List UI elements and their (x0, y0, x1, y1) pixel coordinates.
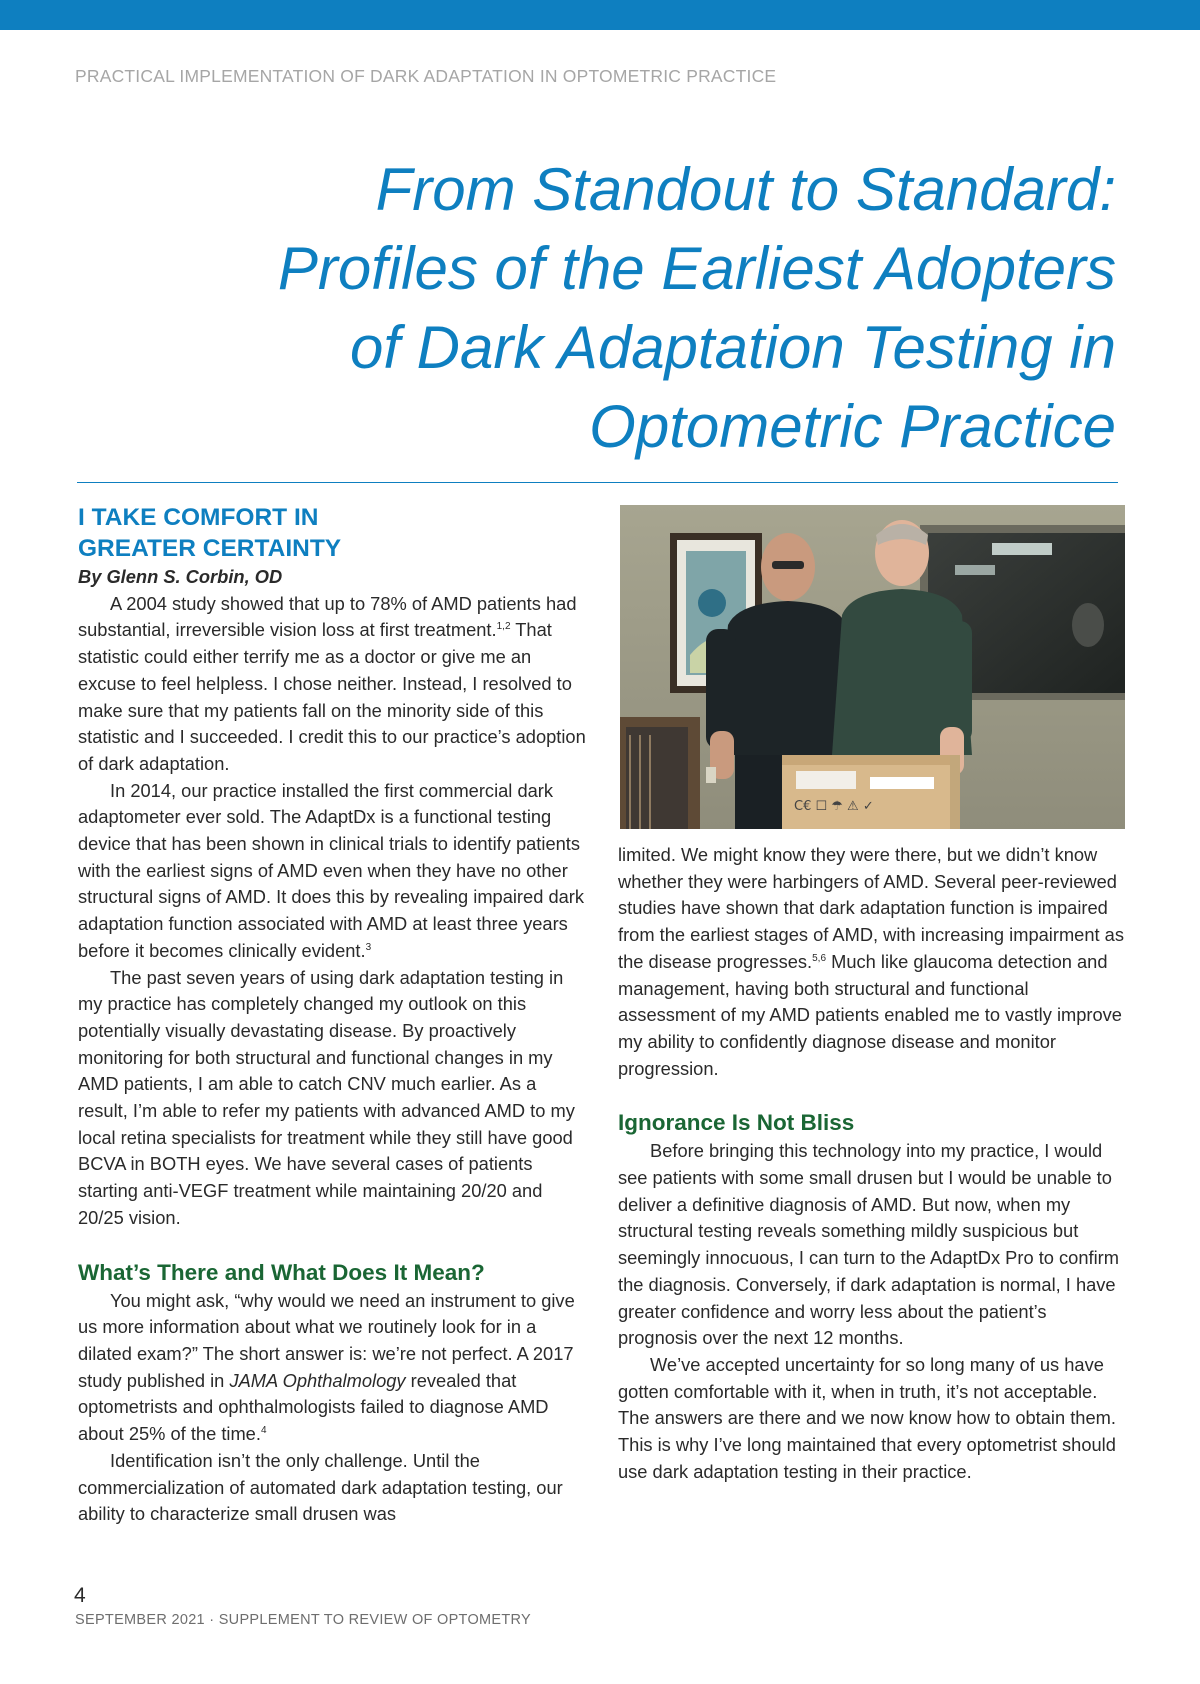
paragraph-jama (78, 1288, 586, 1448)
citation: 1,2 (496, 621, 511, 633)
photo-two-doctors-with-box (620, 505, 1125, 829)
cardboard-box (782, 755, 950, 829)
paragraph-text: You might ask, “why would we need an instrument to give us more information about what we routinely look for in a dilated exam?” The short answer is: we’re not perfect. A 2017 study published in (78, 1289, 575, 1391)
running-head: PRACTICAL IMPLEMENTATION OF DARK ADAPTATION IN OPTOMETRIC PRACTICE (75, 66, 777, 86)
top-color-bar (0, 0, 1200, 30)
paragraph-outlook: The past seven years of using dark adaptation testing in my practice has completely changed my outlook on this potentially visually devastating disease. By proactively monitoring for both structural and functional changes in my AMD patients, I am able to catch CNV much earlier. As a result, I’m able to refer my patients with advanced AMD to my local retina specialists for treatment while they still have good BCVA in BOTH eyes. We have several cases of patients starting anti-VEGF treatment while maintaining 20/20 and 20/25 vision. (78, 966, 575, 1228)
footer-issue: SEPTEMBER 2021 · SUPPLEMENT TO REVIEW OF OPTOMETRY (75, 1612, 532, 1628)
title-divider (77, 482, 1118, 483)
journal-name: JAMA Ophthalmology (229, 1369, 406, 1391)
paragraph-text: A 2004 study showed that up to 78% of AMD patients had substantial, irreversible vision loss at first treatment. (78, 592, 577, 641)
citation: 5,6 (812, 952, 827, 964)
title-line: of Dark Adaptation Testing in (349, 314, 1116, 381)
paragraph-text: That statistic could either terrify me as a doctor or give me an excuse to feel helpless. I chose neither. Instead, I resolved to make sure that my patients fall on the minority side of this statistic and I succeeded. I credit this to our practice’s adoption of dark adaptation. (78, 619, 586, 774)
paragraph-drusen: Identification isn’t the only challenge. Until the commercialization of automated dark adaptation testing, our ability to characterize small drusen was (78, 1449, 563, 1525)
paragraph-adaptdx (78, 778, 586, 965)
box-markings: C€ ☐ ☂ ⚠ ✓ (794, 799, 874, 814)
paragraph-before: Before bringing this technology into my practice, I would see patients with some small drusen but I would be unable to deliver a definitive diagnosis of AMD. But now, when my structural testing reveals something mildly suspicious but seemingly innocuous, I can turn to the AdaptDx Pro to confirm the diagnosis. Conversely, if dark adaptation is normal, I have greater confidence and worry less about the patient’s prognosis over the next 12 months. (618, 1140, 1119, 1349)
right-column (618, 842, 1128, 1485)
kicker-line: I TAKE COMFORT IN (78, 504, 319, 531)
paragraph-intro (78, 591, 586, 778)
citation: 3 (365, 941, 372, 953)
paragraph-text: Much like glaucoma detection and management, having both structural and functional assessment of my AMD patients enabled me to vastly improve my ability to confidently diagnose disease and monitor progression. (618, 950, 1122, 1079)
paragraph-text: In 2014, our practice installed the first commercial dark adaptometer ever sold. The AdaptDx is a functional testing device that has been shown in clinical trials to identify patients with the earliest signs of AMD even when they have no other structural signs of AMD. It does this by revealing impaired dark adaptation function associated with AMD at least three years before it becomes clinically evident. (78, 779, 585, 961)
left-column (78, 502, 586, 1528)
citation: 4 (260, 1425, 267, 1436)
page-number: 4 (74, 1584, 86, 1607)
photo-illustration (620, 505, 1125, 829)
kicker-line: GREATER CERTAINTY (78, 535, 342, 562)
paragraph-text: limited. We might know they were there, but we didn’t know whether they were harbingers of AMD. Several peer-reviewed studies have shown that dark adaptation function is impaired from the earliest stages of AMD, with increasing impairment as the disease progresses. (618, 844, 1124, 972)
paragraph-text: revealed that optometrists and ophthalmologists failed to diagnose AMD about 25% of the time. (78, 1369, 549, 1445)
article-title (216, 150, 1116, 466)
subhead-whats-there: What’s There and What Does It Mean? (78, 1259, 485, 1285)
title-line: From Standout to Standard: (375, 156, 1116, 223)
subhead-ignorance: Ignorance Is Not Bliss (618, 1110, 855, 1136)
chair (620, 717, 700, 829)
title-line: Profiles of the Earliest Adopters (277, 235, 1116, 302)
byline: By Glenn S. Corbin, OD (78, 566, 283, 587)
paragraph-uncertainty: We’ve accepted uncertainty for so long many of us have gotten comfortable with it, when in truth, it’s not acceptable. The answers are there and we now know how to obtain them. This is why I’ve long maintained that every optometrist should use dark adaptation testing in their practice. (618, 1353, 1116, 1482)
title-line: Optometric Practice (589, 393, 1116, 460)
section-kicker (78, 502, 586, 564)
paragraph-limited (618, 842, 1128, 1082)
wall-outlet (706, 767, 716, 783)
